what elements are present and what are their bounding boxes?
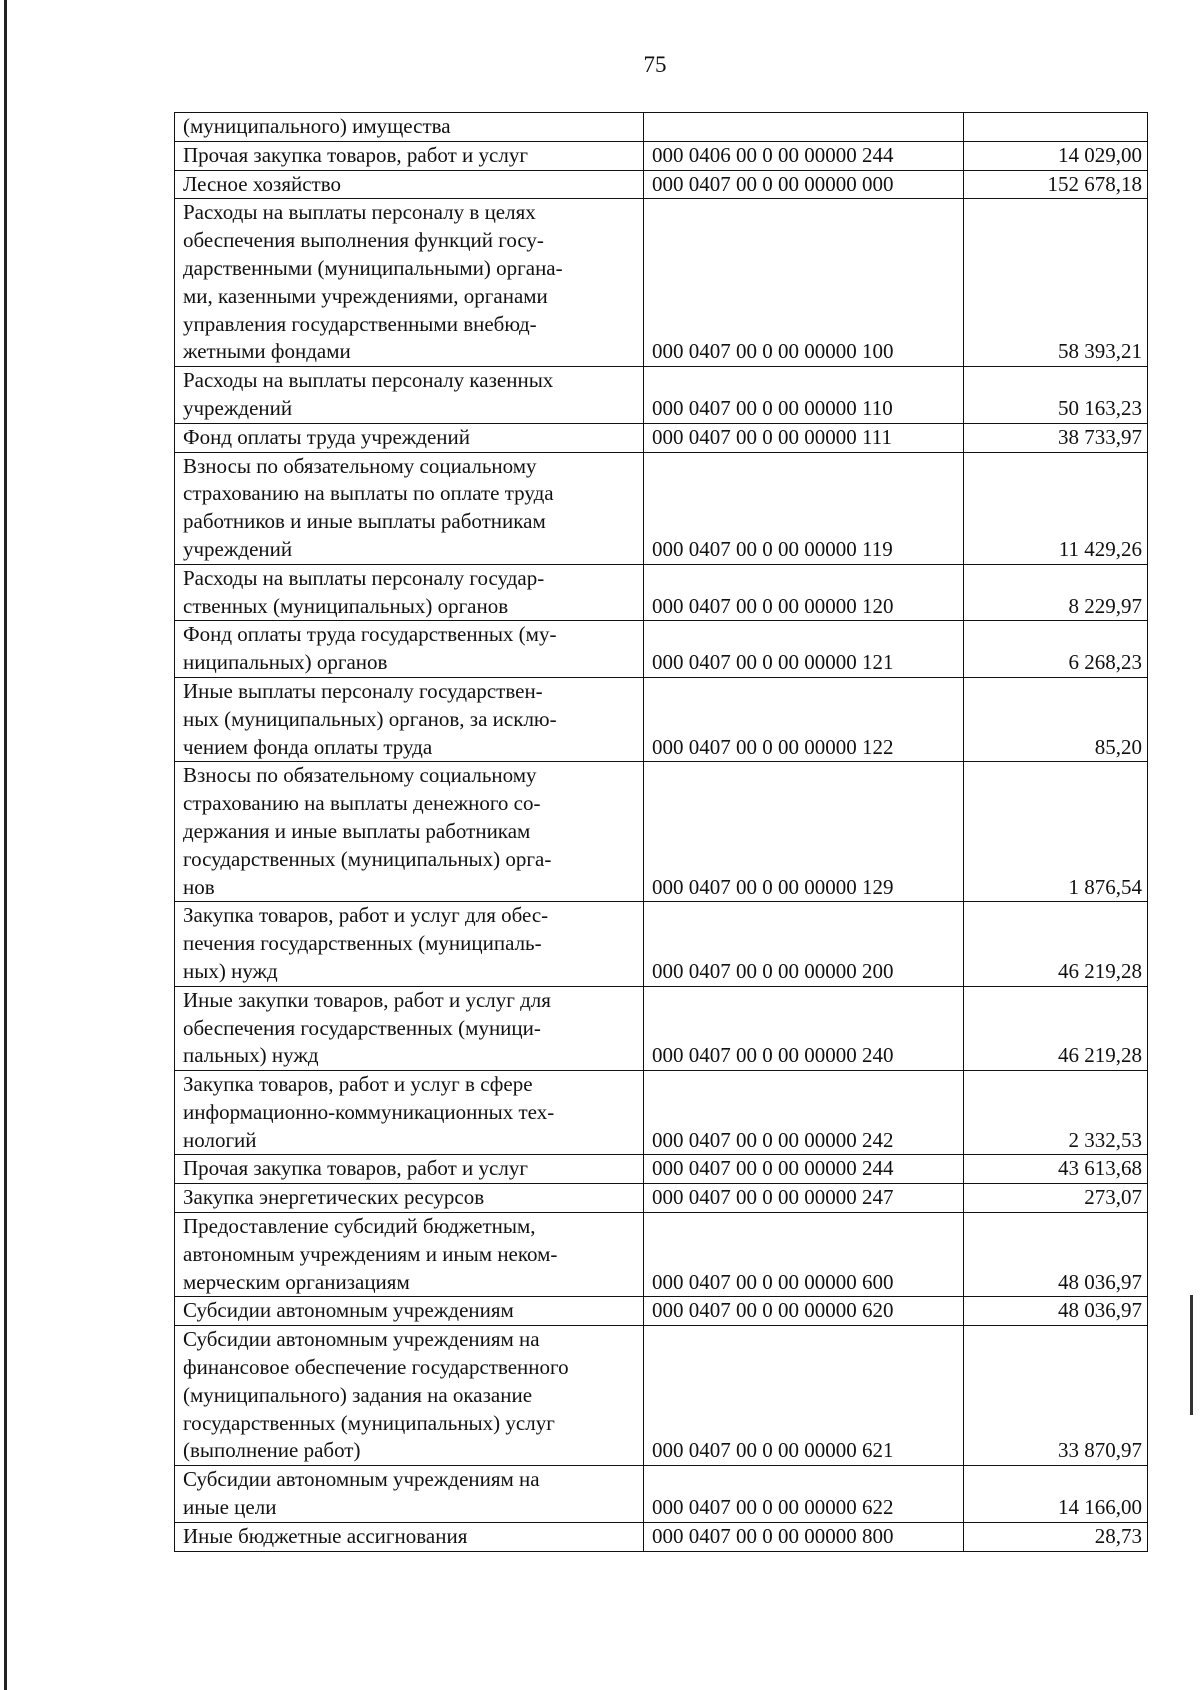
row-name-cell	[175, 1326, 644, 1466]
row-name: Лесное хозяйство	[183, 171, 341, 196]
row-name-cell	[175, 199, 644, 367]
row-code-cell	[644, 199, 964, 367]
row-code: 000 0407 00 0 00 00000 200	[652, 958, 894, 983]
row-amount-cell	[964, 677, 1148, 761]
row-code: 000 0407 00 0 00 00000 110	[652, 395, 893, 420]
row-amount: 48 036,97	[1058, 1269, 1142, 1294]
row-name: Фонд оплаты труда учреждений	[183, 424, 470, 449]
table-row	[175, 1155, 1148, 1184]
row-name: Предоставление субсидий бюджетным, автономным учреждениям и иным неком- мерческим организациям	[183, 1214, 558, 1294]
table-row	[175, 1071, 1148, 1155]
row-name: Взносы по обязательному социальному страхованию на выплаты по оплате труда работников и иные выплаты работникам учреждений	[183, 453, 554, 561]
row-name-cell	[175, 423, 644, 452]
table-row	[175, 762, 1148, 902]
row-code: 000 0407 00 0 00 00000 244	[652, 1156, 894, 1181]
row-amount: 14 029,00	[1058, 142, 1142, 167]
row-code-cell	[644, 1297, 964, 1326]
table-row	[175, 902, 1148, 986]
row-amount-cell	[964, 762, 1148, 902]
row-name: (муниципального) имущества	[183, 114, 451, 138]
row-amount-cell	[964, 170, 1148, 199]
row-code-cell	[644, 677, 964, 761]
row-amount-cell	[964, 199, 1148, 367]
row-code-cell	[644, 1466, 964, 1523]
row-name-cell	[175, 621, 644, 678]
row-amount-cell	[964, 1184, 1148, 1213]
table-row	[175, 1213, 1148, 1297]
row-name: Закупка товаров, работ и услуг в сфере информационно-коммуникационных тех- нологий	[183, 1072, 555, 1152]
row-code-cell	[644, 986, 964, 1070]
row-name: Субсидии автономным учреждениям на иные цели	[183, 1467, 540, 1520]
row-amount: 58 393,21	[1058, 339, 1142, 364]
row-amount-cell	[964, 452, 1148, 564]
row-name-cell	[175, 1155, 644, 1184]
table-row	[175, 452, 1148, 564]
row-name: Прочая закупка товаров, работ и услуг	[183, 1156, 528, 1181]
row-amount: 273,07	[1084, 1185, 1142, 1210]
row-code-cell	[644, 621, 964, 678]
table-row	[175, 141, 1148, 170]
row-code: 000 0407 00 0 00 00000 121	[652, 650, 894, 675]
row-name: Иные закупки товаров, работ и услуг для обеспечения государственных (муници- пальных) нужд	[183, 987, 551, 1068]
table-row	[175, 986, 1148, 1070]
table-row	[175, 1326, 1148, 1466]
page-number: 75	[643, 52, 667, 77]
row-code: 000 0407 00 0 00 00000 247	[652, 1185, 894, 1210]
row-code: 000 0406 00 0 00 00000 244	[652, 142, 894, 167]
row-amount-cell	[964, 367, 1148, 424]
row-code-cell	[644, 452, 964, 564]
row-amount: 85,20	[1094, 734, 1142, 759]
row-code-cell	[644, 423, 964, 452]
row-amount-cell	[964, 902, 1148, 986]
scan-mark-right	[1190, 1295, 1193, 1415]
row-amount: 46 219,28	[1058, 958, 1142, 983]
row-code-cell	[644, 762, 964, 902]
scan-edge-left	[4, 0, 7, 1690]
row-name-cell	[175, 1213, 644, 1297]
row-amount-cell	[964, 621, 1148, 678]
row-amount: 6 268,23	[1068, 650, 1142, 675]
table-row	[175, 1522, 1148, 1551]
row-amount: 2 332,53	[1068, 1127, 1142, 1152]
table-row	[175, 170, 1148, 199]
row-name: Прочая закупка товаров, работ и услуг	[183, 142, 528, 167]
table-row	[175, 1297, 1148, 1326]
row-code: 000 0407 00 0 00 00000 242	[652, 1127, 894, 1152]
table-row	[175, 1184, 1148, 1213]
row-amount: 38 733,97	[1058, 424, 1142, 449]
row-name: Расходы на выплаты персоналу казенных учреждений	[183, 368, 554, 420]
row-code-cell	[644, 141, 964, 170]
row-name-cell	[175, 113, 644, 142]
row-name-cell	[175, 1297, 644, 1326]
row-code: 000 0407 00 0 00 00000 129	[652, 874, 894, 899]
row-amount: 48 036,97	[1058, 1298, 1142, 1323]
row-name: Субсидии автономным учреждениям на финансовое обеспечение государственного (муниципального) задания на оказание государственных (муниципальных) услуг (выполнение работ)	[183, 1327, 569, 1463]
row-amount-cell	[964, 141, 1148, 170]
table-row	[175, 1466, 1148, 1523]
row-code: 000 0407 00 0 00 00000 119	[652, 536, 893, 561]
row-code-cell	[644, 1184, 964, 1213]
table-row	[175, 199, 1148, 367]
row-name: Иные выплаты персоналу государствен- ных (муниципальных) органов, за исклю- чением фонда оплаты труда	[183, 678, 557, 759]
row-name: Закупка энергетических ресурсов	[183, 1185, 485, 1210]
row-name-cell	[175, 141, 644, 170]
row-amount-cell	[964, 1522, 1148, 1551]
budget-table-body	[175, 113, 1148, 1552]
row-code-cell	[644, 1155, 964, 1184]
row-amount: 8 229,97	[1068, 593, 1142, 618]
row-code: 000 0407 00 0 00 00000 600	[652, 1269, 894, 1294]
row-code: 000 0407 00 0 00 00000 100	[652, 339, 894, 364]
table-row	[175, 621, 1148, 678]
table-row	[175, 113, 1148, 142]
row-amount: 1 876,54	[1068, 874, 1142, 899]
row-amount: 11 429,26	[1058, 536, 1142, 561]
row-name: Взносы по обязательному социальному страхованию на выплаты денежного со- держания и иные выплаты работникам государственных (муниципальных) орга- нов	[183, 763, 552, 899]
row-code-cell	[644, 1326, 964, 1466]
row-amount: 33 870,97	[1058, 1438, 1142, 1463]
row-name: Расходы на выплаты персоналу государ- ственных (муниципальных) органов	[183, 565, 545, 618]
row-code: 000 0407 00 0 00 00000 622	[652, 1495, 894, 1520]
row-code-cell	[644, 367, 964, 424]
row-amount-cell	[964, 113, 1148, 142]
table-row	[175, 564, 1148, 621]
row-name: Иные бюджетные ассигнования	[183, 1523, 468, 1548]
row-name-cell	[175, 1522, 644, 1551]
row-name-cell	[175, 564, 644, 621]
row-code-cell	[644, 113, 964, 142]
row-amount-cell	[964, 1071, 1148, 1155]
row-name-cell	[175, 170, 644, 199]
row-code: 000 0407 00 0 00 00000 122	[652, 734, 894, 759]
row-amount-cell	[964, 986, 1148, 1070]
table-row	[175, 677, 1148, 761]
row-amount: 14 166,00	[1058, 1495, 1142, 1520]
row-amount: 50 163,23	[1058, 395, 1142, 420]
row-code: 000 0407 00 0 00 00000 120	[652, 593, 894, 618]
row-name-cell	[175, 902, 644, 986]
row-code-cell	[644, 1522, 964, 1551]
row-name-cell	[175, 1466, 644, 1523]
row-name-cell	[175, 986, 644, 1070]
row-amount-cell	[964, 564, 1148, 621]
row-code-cell	[644, 1213, 964, 1297]
row-code: 000 0407 00 0 00 00000 621	[652, 1438, 894, 1463]
budget-table	[174, 112, 1148, 1552]
row-amount-cell	[964, 423, 1148, 452]
row-name-cell	[175, 1071, 644, 1155]
row-code: 000 0407 00 0 00 00000 240	[652, 1043, 894, 1068]
row-amount-cell	[964, 1213, 1148, 1297]
row-amount: 28,73	[1094, 1523, 1142, 1548]
row-name-cell	[175, 677, 644, 761]
table-row	[175, 423, 1148, 452]
table-row	[175, 367, 1148, 424]
row-amount-cell	[964, 1326, 1148, 1466]
row-amount: 43 613,68	[1058, 1156, 1142, 1181]
row-name: Расходы на выплаты персоналу в целях обеспечения выполнения функций госу- дарственными (муниципальными) органа- ми, казенными учреждениями, органами управления государственными внебюд- жетными фондами	[183, 200, 563, 364]
row-code: 000 0407 00 0 00 00000 800	[652, 1523, 894, 1548]
row-name-cell	[175, 452, 644, 564]
row-name-cell	[175, 1184, 644, 1213]
row-code: 000 0407 00 0 00 00000 111	[652, 424, 892, 449]
row-code-cell	[644, 564, 964, 621]
row-amount-cell	[964, 1466, 1148, 1523]
row-code: 000 0407 00 0 00 00000 000	[652, 171, 894, 196]
row-name-cell	[175, 762, 644, 902]
row-name: Субсидии автономным учреждениям	[183, 1298, 514, 1323]
row-name: Закупка товаров, работ и услуг для обес- печения государственных (муниципаль- ных) нужд	[183, 903, 549, 983]
row-code-cell	[644, 1071, 964, 1155]
row-code-cell	[644, 902, 964, 986]
row-name: Фонд оплаты труда государственных (му- ниципальных) органов	[183, 622, 557, 675]
row-code-cell	[644, 170, 964, 199]
row-amount: 152 678,18	[1047, 171, 1142, 196]
row-amount: 46 219,28	[1058, 1043, 1142, 1068]
row-amount-cell	[964, 1155, 1148, 1184]
row-amount-cell	[964, 1297, 1148, 1326]
row-name-cell	[175, 367, 644, 424]
row-code: 000 0407 00 0 00 00000 620	[652, 1298, 894, 1323]
